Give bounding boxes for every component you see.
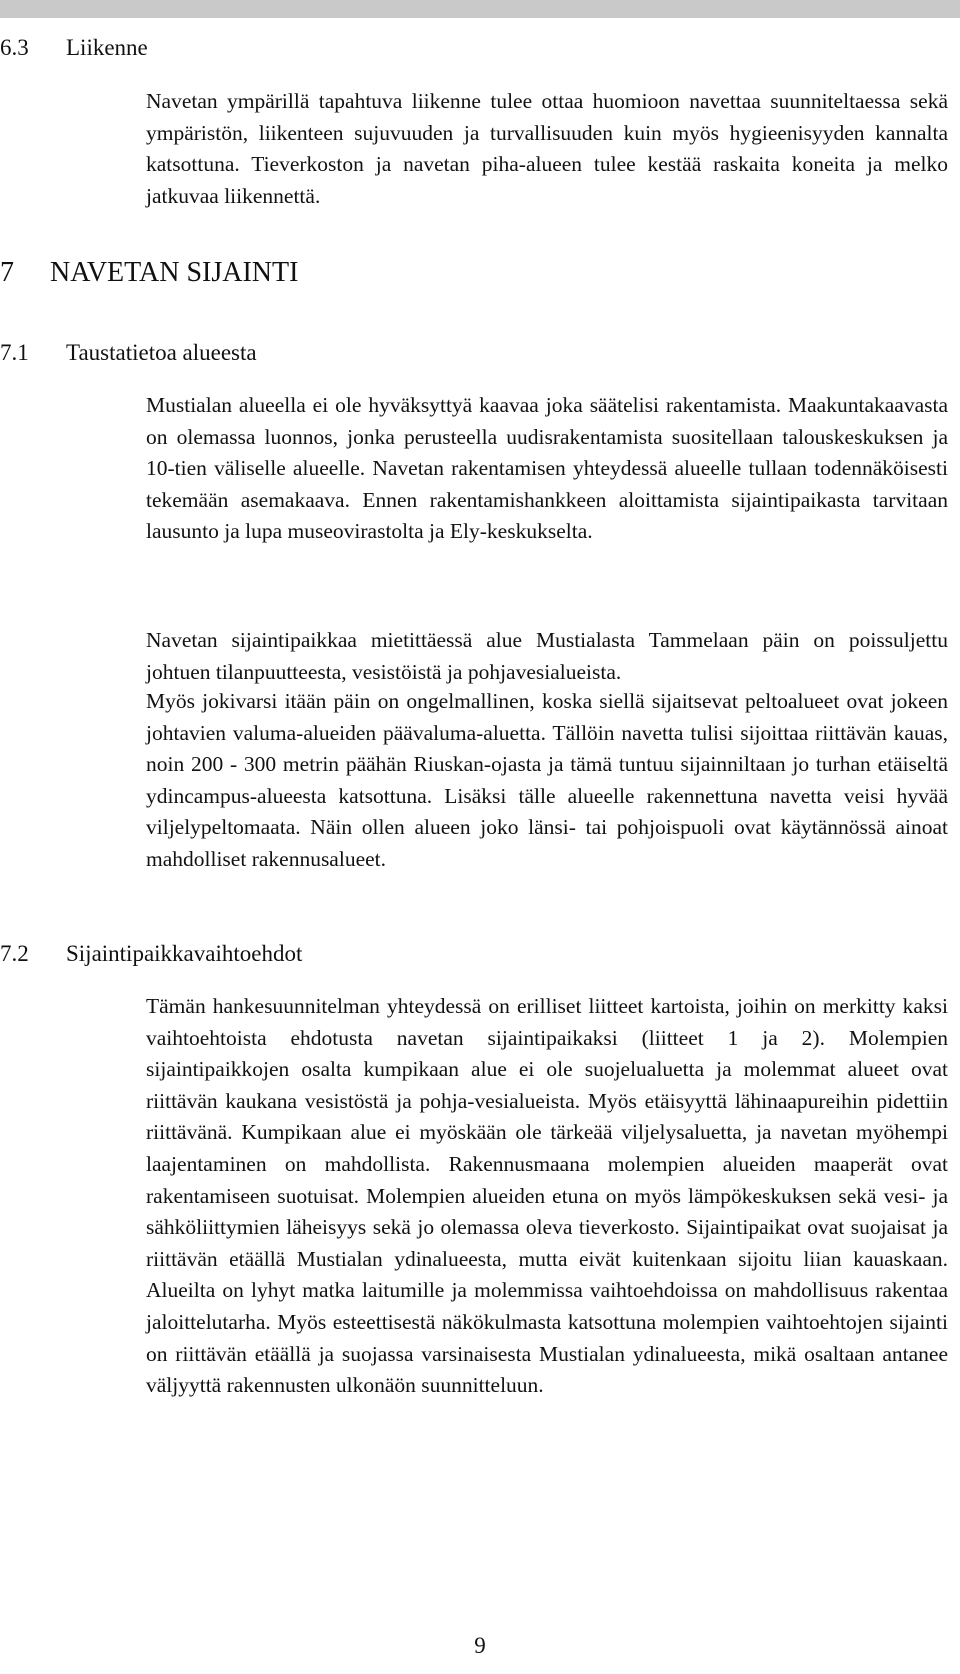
section-heading-6-3 bbox=[0, 34, 148, 62]
paragraph-liikenne: Navetan ympärillä tapahtuva liikenne tulee ottaa huomioon navettaa suunniteltaessa sekä ympäristön, liikenteen sujuvuuden ja turvallisuuden kuin myös hygieenisyyden kannalta katsottuna. Tieverkoston ja navetan piha-alueen tulee kestää raskaita koneita ja melko jatkuvaa liikennettä. bbox=[146, 89, 948, 208]
chapter-number: 7 bbox=[0, 257, 14, 288]
section-title: Taustatietoa alueesta bbox=[66, 340, 257, 365]
header-rule bbox=[0, 0, 960, 18]
paragraph-kaava: Mustialan alueella ei ole hyväksyttyä kaavaa joka säätelisi rakentamista. Maakuntakaavasta on olemassa luonnos, jonka perusteella uudisrakentamista suositellaan talouskeskuksen ja 10-tien väliselle alueelle. Navetan rakentamisen yhteydessä alueelle tullaan todennäköisesti tekemään asemakaava. Ennen rakentamishankkeen aloittamista sijaintipaikasta tarvitaan lausunto ja lupa museovirastolta ja Ely-keskukselta. bbox=[146, 393, 948, 544]
section-heading-7-1 bbox=[0, 339, 257, 367]
section-number: 7.1 bbox=[0, 340, 29, 365]
section-number: 7.2 bbox=[0, 941, 29, 966]
section-title: Liikenne bbox=[66, 35, 148, 60]
section-heading-7-2 bbox=[0, 940, 302, 968]
chapter-title: NAVETAN SIJAINTI bbox=[50, 257, 299, 288]
paragraph-tammela: Navetan sijaintipaikkaa mietittäessä alue Mustialasta Tammelaan päin on poissuljettu johtuen tilanpuutteesta, vesistöistä ja pohjavesialueista. bbox=[146, 628, 948, 684]
paragraph-jokivarsi: Myös jokivarsi itään päin on ongelmallinen, koska siellä sijaitsevat peltoalueet ovat jokeen johtavien valuma-alueiden päävaluma-aluetta. Tällöin navetta tulisi sijoittaa riittävän kauas, noin 200 - 300 metrin päähän Riuskan-ojasta ja tämä tuntuu sijainniltaan jo turhan etäiseltä ydincampus-alueesta katsottuna. Lisäksi tälle alueelle rakennettuna navetta veisi hyvää viljelypeltomaata. Näin ollen alueen joko länsi- tai pohjoispuoli ovat käytännössä ainoat mahdolliset rakennusalueet. bbox=[146, 689, 948, 871]
chapter-heading-7 bbox=[0, 256, 298, 290]
page-number: 9 bbox=[474, 1633, 486, 1658]
section-title: Sijaintipaikkavaihtoehdot bbox=[66, 941, 303, 966]
section-number: 6.3 bbox=[0, 35, 29, 60]
paragraph-vaihtoehdot: Tämän hankesuunnitelman yhteydessä on erilliset liitteet kartoista, joihin on merkitty kaksi vaihtoehtoista ehdotusta navetan sijaintipaikaksi (liitteet 1 ja 2). Molempien sijaintipaikkojen osalta kumpikaan alue ei ole suojelualuetta ja molemmat alueet ovat riittävän kaukana vesistöstä ja pohja-vesialueista. Myös etäisyyttä lähinaapureihin pidettiin riittävänä. Kumpikaan alue ei myöskään ole tärkeää viljelysaluetta, ja navetan myöhempi laajentaminen on mahdollista. Rakennusmaana molempien alueiden maaperät ovat rakentamiseen suotuisat. Molempien alueiden etuna on myös lämpökeskuksen sekä vesi- ja sähköliittymien läheisyys sekä jo olemassa oleva tieverkosto. Sijaintipaikat ovat suojaisat ja riittävän etäällä Mustialan ydinalueesta, mutta eivät kuitenkaan sijoitu liian kauaskaan. Alueilta on lyhyt matka laitumille ja molemmissa vaihtoehdoissa on mahdollisuus rakentaa jaloittelutarha. Myös esteettisestä näkökulmasta katsottuna molempien vaihtoehtojen sijainti on riittävän etäällä ja suojassa varsinaisesta Mustialan ydinalueesta, mikä osaltaan antanee väljyyttä rakennusten ulkonäön suunnitteluun. bbox=[146, 994, 948, 1398]
